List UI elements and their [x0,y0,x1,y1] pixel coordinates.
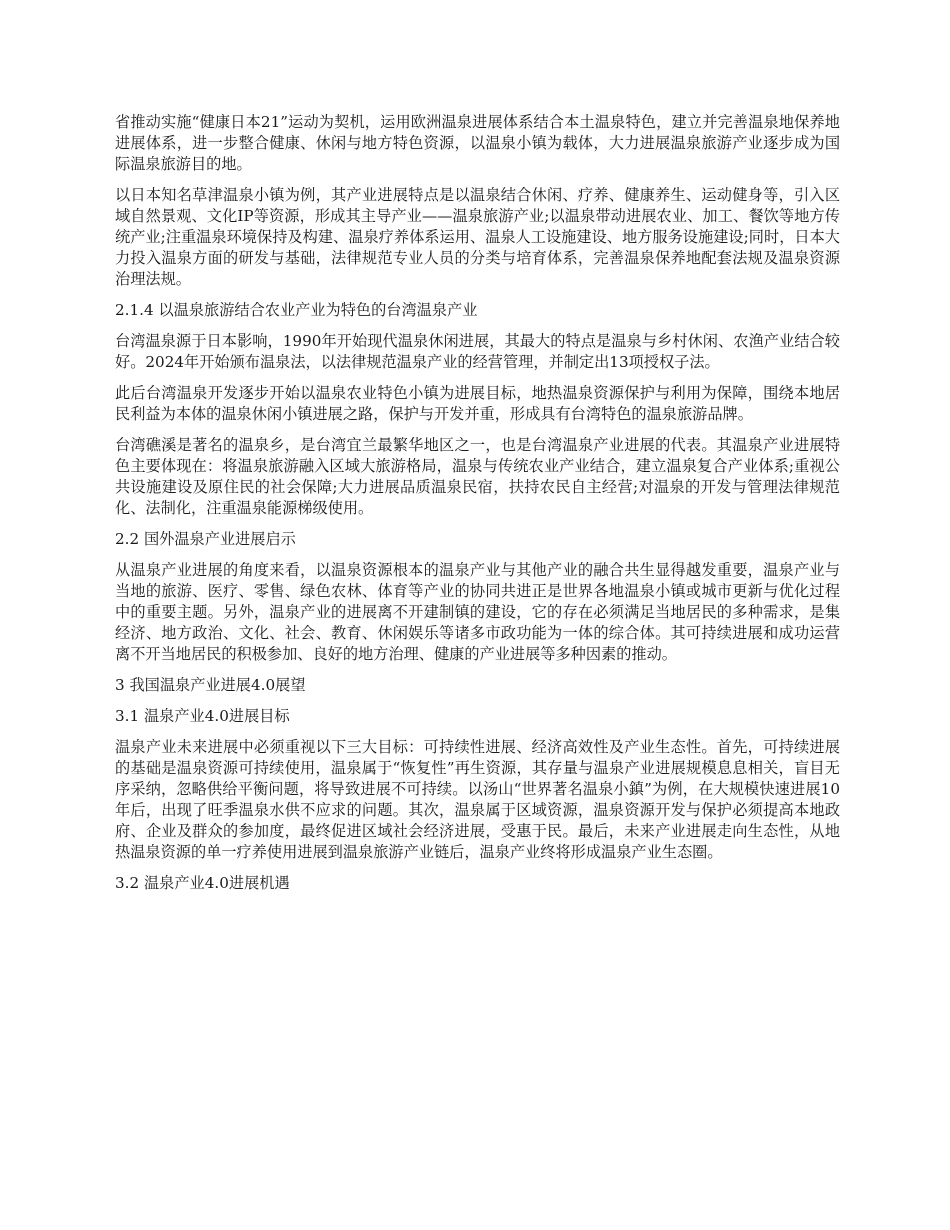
paragraph-jiaoxi: 台湾礁溪是著名的温泉乡，是台湾宜兰最繁华地区之一，也是台湾温泉产业进展的代表。其温泉产业进展特色主要体现在：将温泉旅游融入区域大旅游格局，温泉与传统农业产业结合，建立温泉复合产业体系;重视公共设施建设及原住民的社会保障;大力进展品质温泉民宿，扶持农民自主经营;对温泉的开发与管理法律规范化、法制化，注重温泉能源梯级使用。 [115,436,840,517]
heading-3-2: 3.2 温泉产业4.0进展机遇 [115,874,290,892]
heading-3-1: 3.1 温泉产业4.0进展目标 [115,707,290,725]
document-page [115,112,840,904]
paragraph-health-japan-21: 省推动实施“健康日本21”运动为契机，运用欧洲温泉进展体系结合本土温泉特色，建立并完善温泉地保养地进展体系，进一步整合健康、休闲与地方特色资源，以温泉小镇为载体，大力进展温泉旅游产业逐步成为国际温泉旅游目的地。 [115,113,840,173]
paragraph-taiwan-origin: 台湾温泉源于日本影响，1990年开始现代温泉休闲进展，其最大的特点是温泉与乡村休闲、农渔产业结合较好。2024年开始颁布温泉法，以法律规范温泉产业的经营管理，并制定出13项授权子法。 [115,332,840,371]
heading-3: 3 我国温泉产业进展4.0展望 [115,676,306,694]
paragraph-taiwan-development: 此后台湾温泉开发逐步开始以温泉农业特色小镇为进展目标，地热温泉资源保护与利用为保障，围绕本地居民利益为本体的温泉休闲小镇进展之路，保护与开发并重，形成具有台湾特色的温泉旅游品牌。 [115,384,840,423]
paragraph-kusatsu-example: 以日本知名草津温泉小镇为例，其产业进展特点是以温泉结合休闲、疗养、健康养生、运动健身等，引入区域自然景观、文化IP等资源，形成其主导产业——温泉旅游产业;以温泉带动进展农业、加工、餐饮等地方传统产业;注重温泉环境保持及构建、温泉疗养体系运用、温泉人工设施建设、地方服务设施建设;同时，日本大力投入温泉方面的研发与基础，法律规范专业人员的分类与培育体系，完善温泉保养地配套法规及温泉资源治理法规。 [115,186,840,288]
paragraph-foreign-insights: 从温泉产业进展的角度来看，以温泉资源根本的温泉产业与其他产业的融合共生显得越发重要，温泉产业与当地的旅游、医疗、零售、绿色农林、体育等产业的协同共进正是世界各地温泉小镇或城市更新与优化过程中的重要主题。另外，温泉产业的进展离不开建制镇的建设，它的存在必须满足当地居民的多种需求，是集经济、地方政治、文化、社会、教育、休闲娱乐等诸多市政功能为一体的综合体。其可持续进展和成功运营离不开当地居民的积极参加、良好的地方治理、健康的产业进展等多种因素的推动。 [115,561,840,663]
heading-2-1-4: 2.1.4 以温泉旅游结合农业产业为特色的台湾温泉产业 [115,301,478,319]
paragraph-development-goals: 温泉产业未来进展中必须重视以下三大目标：可持续性进展、经济高效性及产业生态性。首先，可持续进展的基础是温泉资源可持续使用，温泉属于“恢复性”再生资源，其存量与温泉产业进展规模息息相关，盲目无序采纳，忽略供给平衡问题，将导致进展不可持续。以汤山“世界著名温泉小鎮”为例，在大规模快速进展10年后，出现了旺季温泉水供不应求的问题。其次，温泉属于区域资源，温泉资源开发与保护必须提高本地政府、企业及群众的参加度，最终促进区域社会经济进展，受惠于民。最后，未来产业进展走向生态性，从地热温泉资源的单一疗养使用进展到温泉旅游产业链后，温泉产业终将形成温泉产业生态圈。 [115,738,840,861]
heading-2-2: 2.2 国外温泉产业进展启示 [115,530,296,548]
